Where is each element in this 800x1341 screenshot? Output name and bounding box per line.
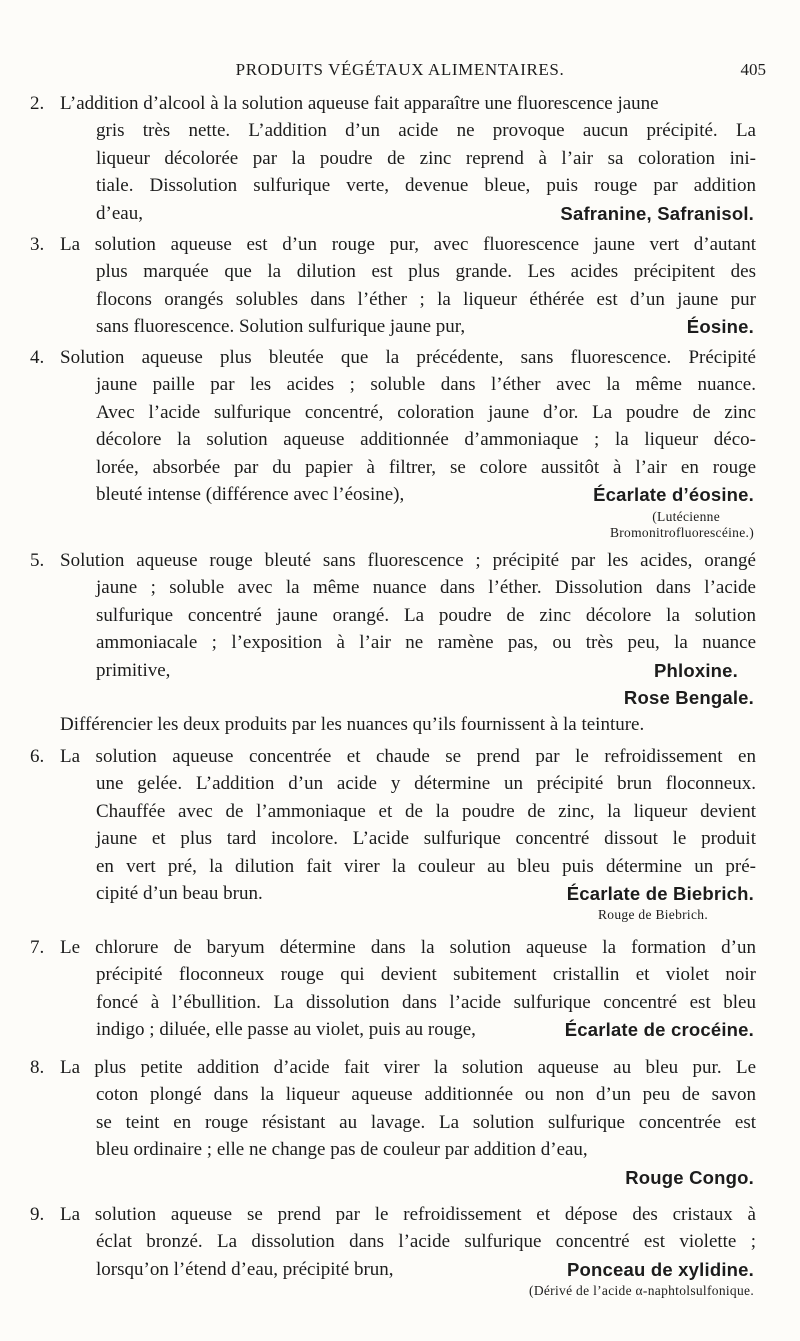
product-name: Écarlate d’éosine. — [593, 484, 754, 505]
text-line: sulfurique concentré jaune orangé. La poudre de zinc décolore la solution — [96, 604, 756, 626]
product-name: Rouge Congo. — [625, 1166, 754, 1188]
text-line: ammoniacale ; l’exposition à l’air ne ramène pas, ou très peu, la nuance — [96, 632, 756, 654]
text-line: indigo ; diluée, elle passe au violet, puis au rouge, — [96, 1019, 476, 1041]
text-line: La solution aqueuse concentrée et chaude se prend par le refroidissement en — [60, 746, 756, 767]
text-line: coton plongé dans la liqueur aqueuse additionnée ou non d’un peu de savon — [96, 1084, 756, 1106]
text-line: décolore la solution aqueuse additionnée d’ammoniaque ; la liqueur déco- — [96, 429, 756, 451]
text-line: une gelée. L’addition d’un acide y détermine un précipité brun floconneux. — [96, 773, 756, 795]
product-note: Rouge de Biebrich. — [598, 907, 708, 922]
product-name: Écarlate de crocéine. — [564, 1019, 754, 1041]
text-line: sans fluorescence. Solution sulfurique jaune pur, — [96, 316, 466, 338]
text-line: gris très nette. L’addition d’un acide ne provoque aucun précipité. La — [96, 120, 756, 142]
text-line: bleu ordinaire ; elle ne change pas de couleur par addition d’eau, — [96, 1139, 588, 1161]
text-line: flocons orangés solubles dans l’éther ; la liqueur éthérée est d’un jaune pur — [96, 288, 756, 310]
product-name: Éosine. — [686, 316, 754, 338]
text-line: Avec l’acide sulfurique concentré, coloration jaune d’or. La poudre de zinc — [96, 401, 756, 423]
product-name: Safranine, Safranisol. — [560, 202, 754, 224]
text-line: jaune ; soluble avec la même nuance dans l’éther. Dissolution dans l’acide — [96, 577, 756, 599]
text-line: d’eau, — [96, 202, 143, 224]
text-line: jaune paille par les acides ; soluble dans l’éther avec la même nuance. — [96, 374, 756, 396]
text-line: plus marquée que la dilution est plus grande. Les acides précipitent des — [96, 261, 756, 283]
text-line: tiale. Dissolution sulfurique verte, devenue bleue, puis rouge par addition — [96, 175, 756, 197]
product-note: (Lutécienne — [652, 509, 720, 524]
text-line: Le chlorure de baryum détermine dans la solution aqueuse la formation d’un — [60, 937, 756, 958]
product-name: Ponceau de xylidine. — [566, 1258, 754, 1280]
running-title: PRODUITS VÉGÉTAUX ALIMENTAIRES. — [235, 60, 565, 79]
text-line: se teint en rouge résistant au lavage. La solution sulfurique concentrée est — [96, 1111, 756, 1133]
text-line: cipité d’un beau brun. — [96, 882, 263, 904]
entry-number: 3. — [30, 234, 45, 255]
text-line: lorée, absorbée par du papier à filtrer, se colore aussitôt à l’air en rouge — [96, 456, 756, 478]
text-line: primitive, — [96, 659, 171, 681]
product-name: Écarlate de Biebrich. — [566, 883, 754, 904]
product-name: Rose Bengale. — [623, 687, 754, 708]
text-line: foncé à l’ébullition. La dissolution dans l’acide sulfurique concentré est bleu — [96, 991, 756, 1013]
running-header — [0, 58, 800, 86]
entry-number: 6. — [30, 746, 45, 767]
entry-number: 5. — [30, 550, 45, 571]
text-line: liqueur décolorée par la poudre de zinc reprend à l’air sa coloration ini- — [96, 147, 756, 169]
text-line: éclat bronzé. La dissolution dans l’acide sulfurique concentré est violette ; — [96, 1231, 756, 1253]
text-line: Solution aqueuse plus bleutée que la précédente, sans fluorescence. Précipité — [60, 347, 756, 368]
product-name: Phloxine. — [653, 659, 738, 681]
text-line: précipité floconneux rouge qui devient subitement cristallin et violet noir — [96, 964, 756, 986]
text-line: Solution aqueuse rouge bleuté sans fluorescence ; précipité par les acides, orangé — [60, 550, 756, 571]
text-line: Différencier les deux produits par les nuances qu’ils fournissent à la teinture. — [60, 714, 645, 735]
text-line: en vert pré, la dilution fait virer la couleur au bleu puis détermine un pré- — [96, 855, 756, 877]
text-line: Chauffée avec de l’ammoniaque et de la poudre de zinc, la liqueur devient — [96, 800, 756, 822]
page-number: 405 — [740, 60, 766, 79]
text-line: La solution aqueuse est d’un rouge pur, avec fluorescence jaune vert d’autant — [60, 234, 756, 255]
product-note: Bromonitrofluorescéine.) — [609, 525, 754, 540]
text-line: jaune et plus tard incolore. L’acide sulfurique concentré dissout le produit — [96, 828, 756, 850]
entry-number: 8. — [30, 1057, 45, 1078]
entry-number: 4. — [30, 347, 45, 368]
entry-number: 9. — [30, 1204, 45, 1225]
text-line: bleuté intense (différence avec l’éosine), — [96, 483, 405, 505]
entry-number: 7. — [30, 937, 45, 958]
text-line: lorsqu’on l’étend d’eau, précipité brun, — [96, 1258, 394, 1280]
product-note: (Dérivé de l’acide α-naphtolsulfonique. — [529, 1283, 754, 1298]
text-line: La solution aqueuse se prend par le refroidissement et dépose des cristaux à — [60, 1204, 756, 1225]
text-line: L’addition d’alcool à la solution aqueuse fait apparaître une fluorescence jaune — [60, 93, 659, 114]
text-line: La plus petite addition d’acide fait virer la solution aqueuse au bleu pur. Le — [60, 1057, 756, 1078]
entry-number: 2. — [30, 93, 45, 114]
